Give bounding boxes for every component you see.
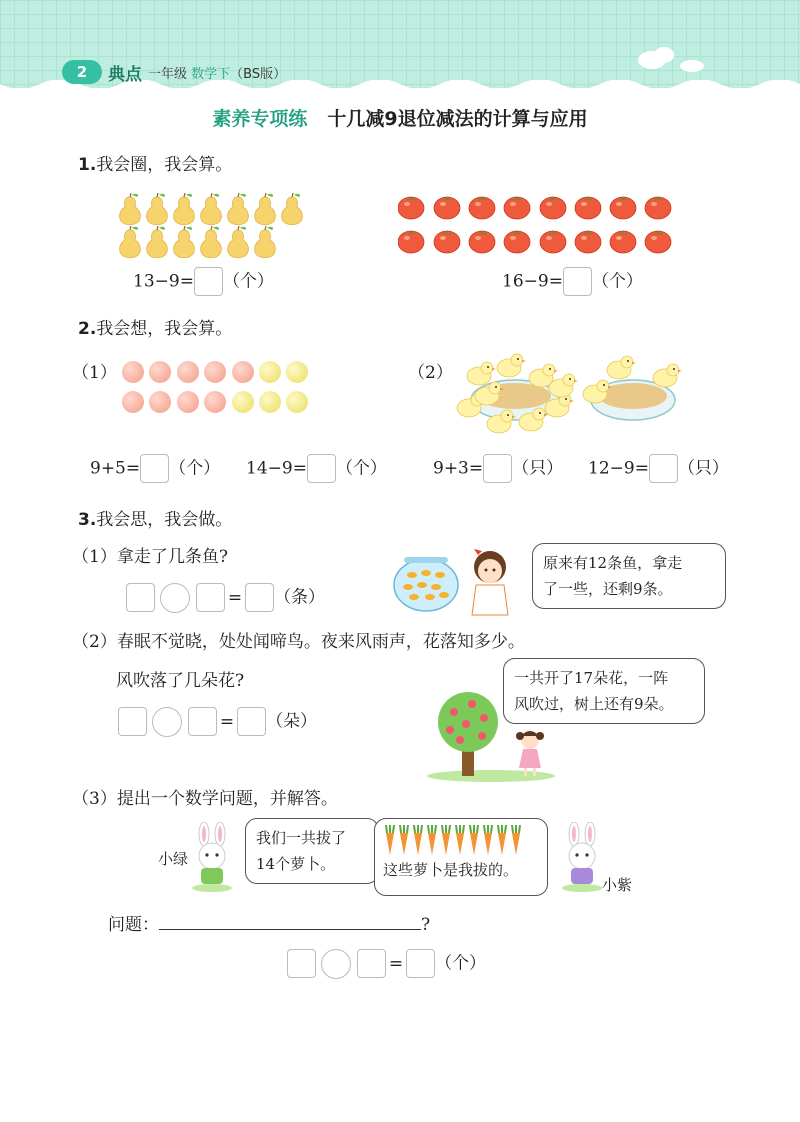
- q3-p2-equation: [118, 705, 317, 738]
- carrots-illustration: [383, 825, 533, 857]
- section-tag: 素养专项练: [212, 108, 308, 130]
- q3-p2-question: 风吹落了几朵花?: [116, 671, 245, 691]
- unit-label: （条）: [274, 587, 326, 608]
- q3-p3-label: （3）提出一个数学问题，并解答。: [72, 789, 338, 809]
- q2-equation-2: [246, 452, 387, 485]
- question-input-line[interactable]: [159, 911, 421, 930]
- character-name-right: 小紫: [602, 876, 633, 894]
- answer-box[interactable]: [563, 267, 592, 296]
- answer-box[interactable]: [118, 707, 147, 736]
- q3-p3-right-speech-bubble: [374, 818, 548, 896]
- answer-box[interactable]: [649, 454, 678, 483]
- unit-label: （个）: [169, 458, 221, 479]
- q2-expr: 9+3=: [433, 458, 484, 479]
- q2-heading: [78, 314, 232, 339]
- equals-sign: =: [388, 953, 404, 974]
- q2-expr: 14−9=: [246, 458, 307, 479]
- q2-equation-4: [588, 452, 729, 485]
- q1-expr-right: 16−9=: [502, 271, 563, 292]
- tree-girl-illustration: [426, 690, 556, 782]
- q1-expr-left: 13−9=: [133, 271, 194, 292]
- fishbowl-girl-illustration: [390, 545, 520, 617]
- section-title-text: 十几减9退位减法的计算与应用: [327, 108, 588, 130]
- answer-box[interactable]: [126, 583, 155, 612]
- question-line: [108, 910, 430, 935]
- answer-box[interactable]: [245, 583, 274, 612]
- bubble-line: 一共开了17朵花，一阵: [514, 669, 669, 687]
- q3-p1-label: （1）拿走了几条鱼?: [72, 547, 228, 567]
- unit-label: （个）: [435, 953, 487, 974]
- answer-box[interactable]: [188, 707, 217, 736]
- q2-part1-label: （1）: [72, 363, 117, 383]
- q3-number: 3.: [78, 510, 97, 530]
- q3-p3-equation: [287, 947, 486, 980]
- question-mark: ?: [421, 915, 431, 935]
- q3-heading: [78, 505, 232, 530]
- operator-circle[interactable]: [152, 707, 182, 737]
- unit-label: （个）: [591, 271, 643, 292]
- q3-p1-equation: [126, 581, 325, 614]
- character-name-left: 小绿: [158, 850, 189, 868]
- chicks-illustration: [455, 352, 687, 436]
- equals-sign: =: [227, 587, 243, 608]
- brand-logo: 典点: [108, 65, 142, 85]
- book-edition: （BS版）: [230, 67, 287, 82]
- operator-circle[interactable]: [321, 949, 351, 979]
- cloud-icon: [630, 42, 710, 76]
- answer-box[interactable]: [406, 949, 435, 978]
- q1-heading: [78, 150, 232, 175]
- q3-p2-label: （2）春眠不觉晓，处处闻啼鸟。夜来风雨声，花落知多少。: [72, 632, 525, 652]
- rabbit-green-illustration: [188, 822, 236, 892]
- operator-circle[interactable]: [160, 583, 190, 613]
- bubble-line: 14个萝卜。: [256, 855, 336, 873]
- page-number-badge: 2: [62, 60, 102, 84]
- unit-label: （个）: [222, 271, 274, 292]
- balls-illustration: [122, 361, 312, 417]
- bubble-line: 原来有12条鱼，拿走: [543, 554, 683, 572]
- answer-box[interactable]: [287, 949, 316, 978]
- answer-box[interactable]: [194, 267, 223, 296]
- rabbit-purple-illustration: [558, 822, 606, 892]
- bubble-line: 风吹过，树上还有9朵。: [514, 695, 674, 713]
- tomatoes-illustration: [398, 192, 680, 256]
- q2-expr: 12−9=: [588, 458, 649, 479]
- answer-box[interactable]: [483, 454, 512, 483]
- q1-equation-left: [133, 265, 274, 298]
- pears-illustration: [118, 192, 313, 258]
- question-label: 问题：: [108, 915, 159, 935]
- unit-label: （朵）: [266, 711, 318, 732]
- q2-equation-3: [433, 452, 563, 485]
- book-subject: 数学下: [191, 67, 231, 82]
- q3-p3-left-speech-bubble: [245, 818, 379, 884]
- section-title: [0, 104, 800, 131]
- q2-part2-label: （2）: [408, 363, 453, 383]
- answer-box[interactable]: [307, 454, 336, 483]
- answer-box[interactable]: [237, 707, 266, 736]
- answer-box[interactable]: [357, 949, 386, 978]
- q2-prompt: 我会想，我会算。: [96, 319, 233, 339]
- q1-prompt: 我会圈，我会算。: [96, 155, 233, 175]
- unit-label: （只）: [512, 458, 564, 479]
- unit-label: （只）: [677, 458, 729, 479]
- q2-equation-1: [90, 452, 220, 485]
- q1-equation-right: [502, 265, 643, 298]
- bubble-line: 了一些，还剩9条。: [543, 580, 673, 598]
- q1-number: 1.: [78, 155, 97, 175]
- bubble-line: 这些萝卜是我拔的。: [383, 861, 519, 879]
- q2-number: 2.: [78, 319, 97, 339]
- q2-expr: 9+5=: [90, 458, 141, 479]
- q3-p1-speech-bubble: [532, 543, 726, 609]
- book-grade: 一年级: [148, 67, 188, 82]
- answer-box[interactable]: [140, 454, 169, 483]
- book-title: [148, 63, 286, 82]
- bubble-line: 我们一共拔了: [256, 829, 347, 847]
- q3-prompt: 我会思，我会做。: [96, 510, 233, 530]
- unit-label: （个）: [335, 458, 387, 479]
- equals-sign: =: [219, 711, 235, 732]
- answer-box[interactable]: [196, 583, 225, 612]
